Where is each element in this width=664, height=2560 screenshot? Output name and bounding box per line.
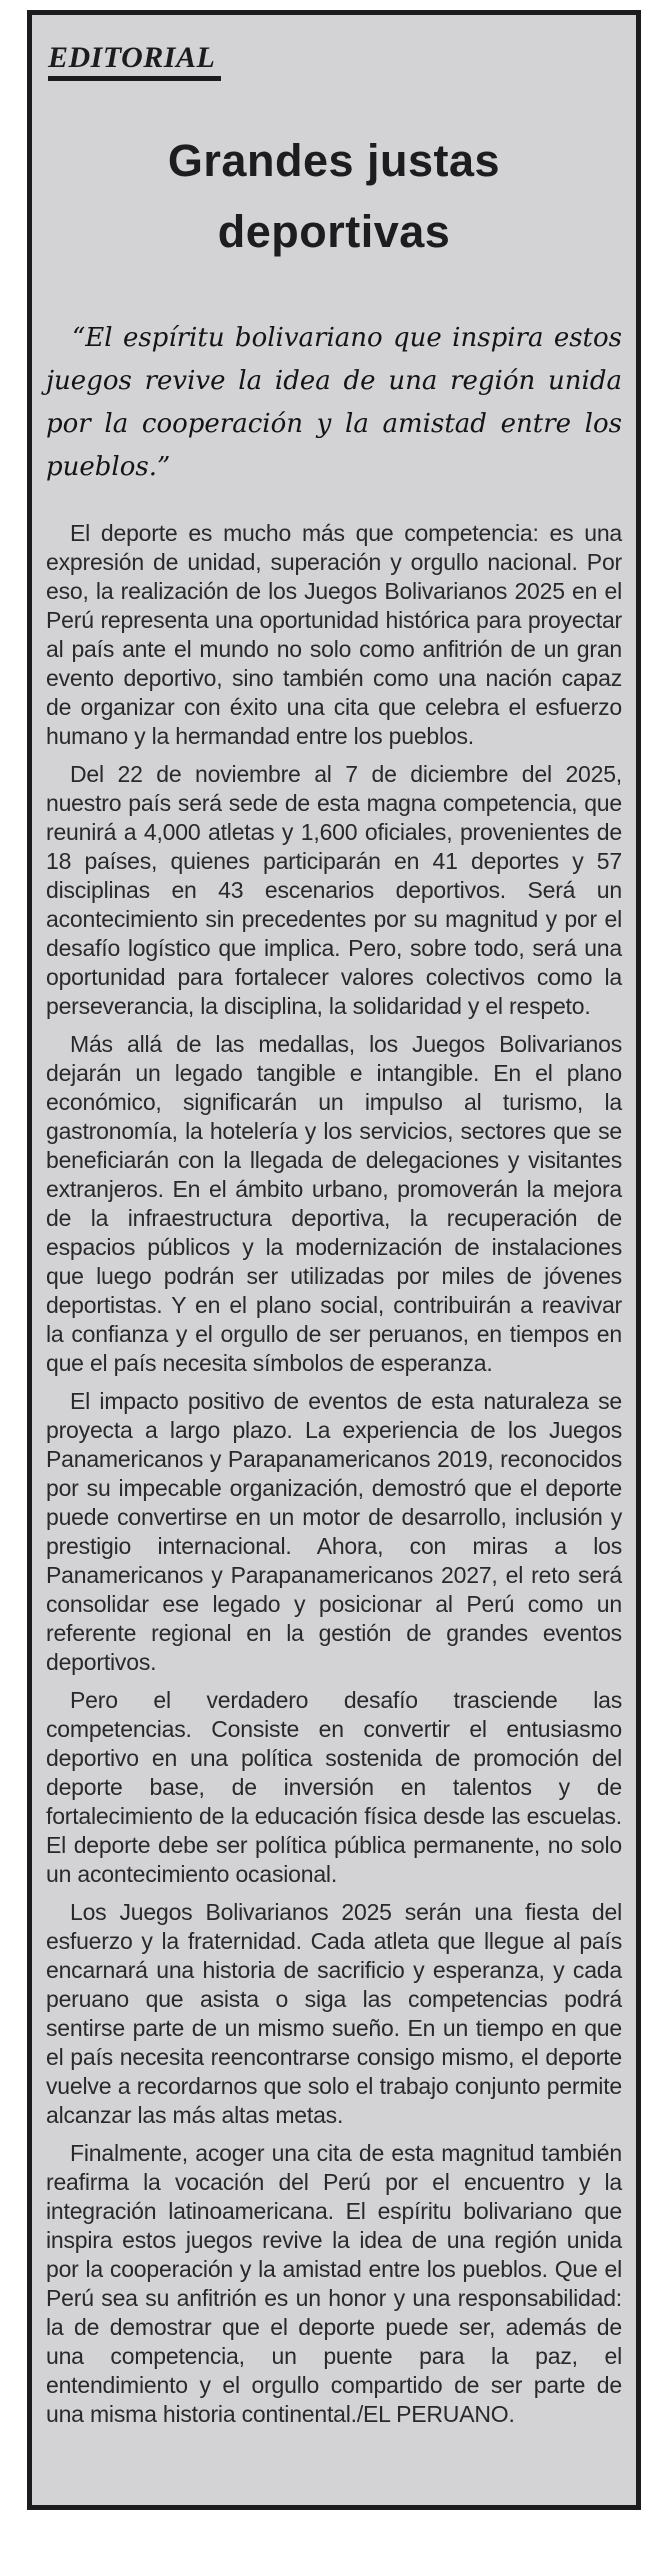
article-paragraph-6: Los Juegos Bolivarianos 2025 serán una fiesta del esfuerzo y la fraternidad. Cada atleta que llegue al país encarnará una historia de sacrificio y esperanza, y cada peruano que asista o siga las competencias podrá sentirse parte de un mismo sueño. En un tiempo en que el país necesita reencontrarse consigo mismo, el deporte vuelve a recordarnos que solo el trabajo conjunto permite alcanzar las más altas metas. [46, 1899, 622, 2128]
article-paragraph-4: El impacto positivo de eventos de esta naturaleza se proyecta a largo plazo. La experiencia de los Juegos Panamericanos y Parapanamericanos 2019, reconocidos por su impecable organización, demostró que el deporte puede convertirse en un motor de desarrollo, inclusión y prestigio internacional. Ahora, con miras a los Panamericanos y Parapanamericanos 2027, el reto será consolidar ese legado y posicionar al Perú como un referente regional en la gestión de grandes eventos deportivos. [46, 1388, 622, 1675]
editorial-title [46, 125, 622, 267]
article-paragraph-3: Más allá de las medallas, los Juegos Bolivarianos dejarán un legado tangible e intangible. En el plano económico, significarán un impulso al turismo, la gastronomía, la hotelería y los servicios, sectores que se beneficiarán con la llegada de delegaciones y visitantes extranjeros. En el ámbito urbano, promoverán la mejora de la infraestructura deportiva, la recuperación de espacios públicos y la modernización de instalaciones que luego podrán ser utilizadas por miles de jóvenes deportistas. Y en el plano social, contribuirán a reavivar la confianza y el orgullo de ser peruanos, en tiempos en que el país necesita símbolos de esperanza. [46, 1031, 622, 1376]
editorial-title-line-2: deportivas [217, 206, 451, 257]
article-paragraph-1: El deporte es mucho más que competencia: es una expresión de unidad, superación y orgullo nacional. Por eso, la realización de los Juegos Bolivarianos 2025 en el Perú representa una oportunidad histórica para proyectar al país ante el mundo no solo como anfitrión de un gran evento deportivo, sino también como una nación capaz de organizar con éxito una cita que celebra el esfuerzo humano y la hermandad entre los pueblos. [46, 520, 622, 749]
article-paragraph-5: Pero el verdadero desafío trasciende las competencias. Consiste en convertir el entusiasmo deportivo en una política sostenida de promoción del deporte base, de inversión en talentos y de fortalecimiento de la educación física desde las escuelas. El deporte debe ser política pública permanente, no solo un acontecimiento ocasional. [46, 1687, 622, 1887]
section-label: EDITORIAL [48, 41, 221, 81]
article-paragraph-7: Finalmente, acoger una cita de esta magnitud también reafirma la vocación del Perú por el encuentro y la integración latinoamericana. El espíritu bolivariano que inspira estos juegos revive la idea de una región unida por la cooperación y la amistad entre los pueblos. Que el Perú sea su anfitrión es un honor y una responsabilidad: la de demostrar que el deporte puede ser, además de una competencia, un puente para la paz, el entendimiento y el orgullo compartido de ser parte de una misma historia continental./EL PERUANO. [46, 2140, 622, 2427]
pull-quote: “El espíritu bolivariano que inspira estos juegos revive la idea de una región unida por la cooperación y la amistad entre los pueblos.” [46, 323, 622, 482]
article-body [46, 519, 622, 2429]
article-paragraph-2: Del 22 de noviembre al 7 de diciembre del 2025, nuestro país será sede de esta magna competencia, que reunirá a 4,000 atletas y 1,600 oficiales, provenientes de 18 países, quienes participarán en 41 deportes y 57 disciplinas en 43 escenarios deportivos. Será un acontecimiento sin precedentes por su magnitud y por el desafío logístico que implica. Pero, sobre todo, será una oportunidad para fortalecer valores colectivos como la perseverancia, la disciplina, la solidaridad y el respeto. [46, 761, 622, 1019]
editorial-title-line-1: Grandes justas [167, 135, 501, 186]
editorial-box [27, 10, 641, 2510]
